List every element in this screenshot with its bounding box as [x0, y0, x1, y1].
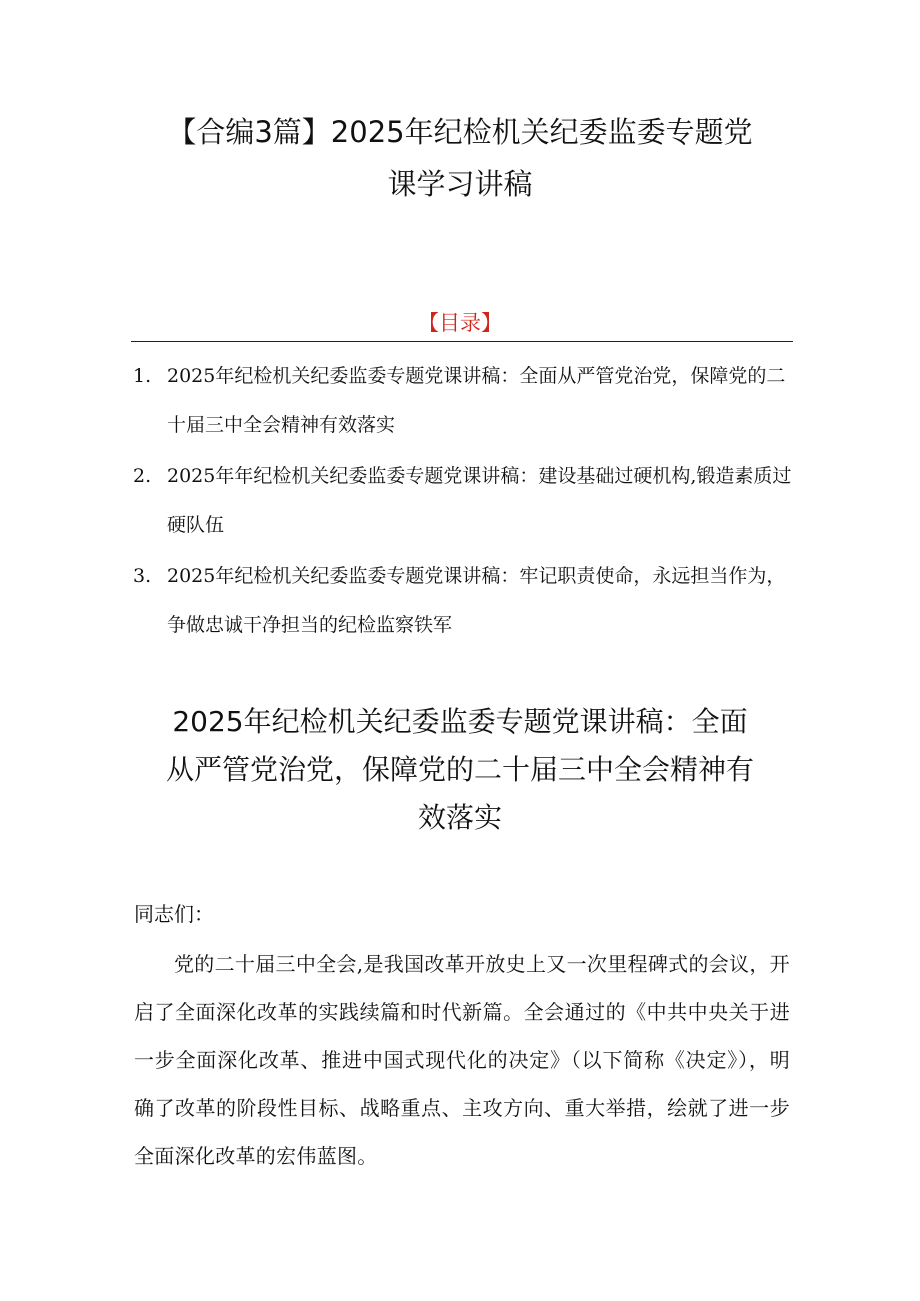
section-title-line-1: 2025年纪检机关纪委监委专题党课讲稿：全面 — [172, 705, 748, 738]
greeting: 同志们： — [134, 902, 214, 926]
toc-item-2[interactable] — [131, 452, 801, 550]
toc-item-text: 2025年年纪检机关纪委监委专题党课讲稿：建设基础过硬机构,锻造素质过硬队伍 — [167, 465, 792, 536]
toc-item-text: 2025年纪检机关纪委监委专题党课讲稿：全面从严管党治党，保障党的二十届三中全会精神有效落实 — [167, 365, 786, 436]
toc-divider — [131, 341, 793, 342]
toc-item-number: 1. — [133, 365, 152, 387]
toc-item-3[interactable] — [131, 552, 801, 650]
toc-item-number: 2. — [133, 465, 152, 487]
section-title-line-3: 效落实 — [417, 801, 502, 834]
toc-list — [131, 352, 801, 652]
document-title-line-2: 课学习讲稿 — [387, 167, 533, 201]
toc-item-1[interactable] — [131, 352, 801, 450]
body-paragraph: 党的二十届三中全会,是我国改革开放史上又一次里程碑式的会议，开启了全面深化改革的实践续篇和时代新篇。全会通过的《中共中央关于进一步全面深化改革、推进中国式现代化的决定》（以下简称《决定》），明确了改革的阶段性目标、战略重点、主攻方向、重大举措，绘就了进一步全面深化改革的宏伟蓝图。 — [134, 952, 790, 1168]
toc-item-number: 3. — [133, 565, 152, 587]
section-title-line-2: 从严管党治党，保障党的二十届三中全会精神有 — [165, 753, 754, 786]
section-title — [120, 698, 800, 842]
toc-item-text: 2025年纪检机关纪委监委专题党课讲稿：牢记职责使命，永远担当作为，争做忠诚干净担当的纪检监察铁军 — [167, 565, 786, 636]
toc-heading: 【目录】 — [418, 311, 502, 335]
document-title-line-1: 【合编3篇】2025年纪检机关纪委监委专题党 — [167, 115, 753, 149]
document-title — [110, 106, 810, 210]
